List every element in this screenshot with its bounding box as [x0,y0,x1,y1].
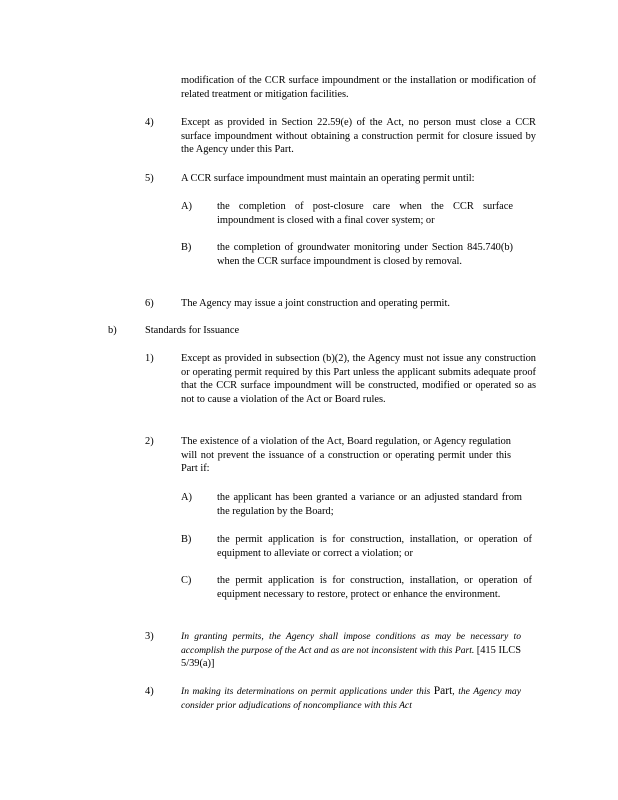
item-text: The Agency may issue a joint construction and operating permit. [181,298,450,309]
item-number: 6) [145,298,154,309]
item-text: Except as provided in subsection (b)(2), the Agency must not issue any construction or operating permit required by this Part unless the applicant submits adequate proof that the CCR surface impoundment will be constructed, modified or operated so as not to cause a violation of the Act or Board rules. [181,353,536,405]
subitem-letter: B) [181,242,192,253]
subitem-text: the applicant has been granted a variance or an adjusted standard from the regulation by the Board; [217,492,522,517]
subitem-text: the permit application is for construction, installation, or operation of equipment to alleviate or correct a violation; or [217,534,532,559]
subitem-text: the permit application is for construction, installation, or operation of equipment necessary to restore, protect or enhance the environment. [217,575,532,600]
item-number: 3) [145,631,154,642]
item-number: 4) [145,686,154,697]
statutory-text [181,685,521,712]
statute-citation: [415 ILCS 5/39(a)] [181,644,521,670]
subitem-letter: B) [181,534,192,545]
subitem-letter: A) [181,201,192,212]
item-number: 4) [145,117,154,128]
statutory-text-body: In making its determinations on permit applications under this [181,686,431,697]
statutory-text [181,630,521,671]
item-text: The existence of a violation of the Act, Board regulation, or Agency regulation will not prevent the issuance of a construction or operating permit under this Part if: [181,436,511,475]
subitem-text: the completion of groundwater monitoring under Section 845.740(b) when the CCR surface impoundment is closed by removal. [217,242,513,267]
item-text: Except as provided in Section 22.59(e) of the Act, no person must close a CCR surface impoundment without obtaining a construction permit for closure issued by the Agency under this Part. [181,117,536,156]
item-text: A CCR surface impoundment must maintain an operating permit until: [181,173,475,184]
item-number: 2) [145,436,154,447]
subitem-letter: C) [181,575,192,586]
statutory-text-body: In granting permits, the Agency shall impose conditions as may be necessary to accomplish the purpose of the Act and as are not inconsistent with this Part. [181,631,521,656]
section-letter: b) [108,325,117,336]
item-number: 5) [145,173,154,184]
continuation-paragraph: modification of the CCR surface impoundment or the installation or modification of related treatment or mitigation facilities. [181,75,536,100]
part-word: Part [433,685,453,697]
section-heading: Standards for Issuance [145,325,240,336]
subitem-text: the completion of post-closure care when the CCR surface impoundment is closed with a final cover system; or [217,201,513,226]
statutory-text-body: , the Agency may consider prior adjudications of noncompliance with this Act [181,686,521,711]
item-number: 1) [145,353,154,364]
subitem-letter: A) [181,492,192,503]
